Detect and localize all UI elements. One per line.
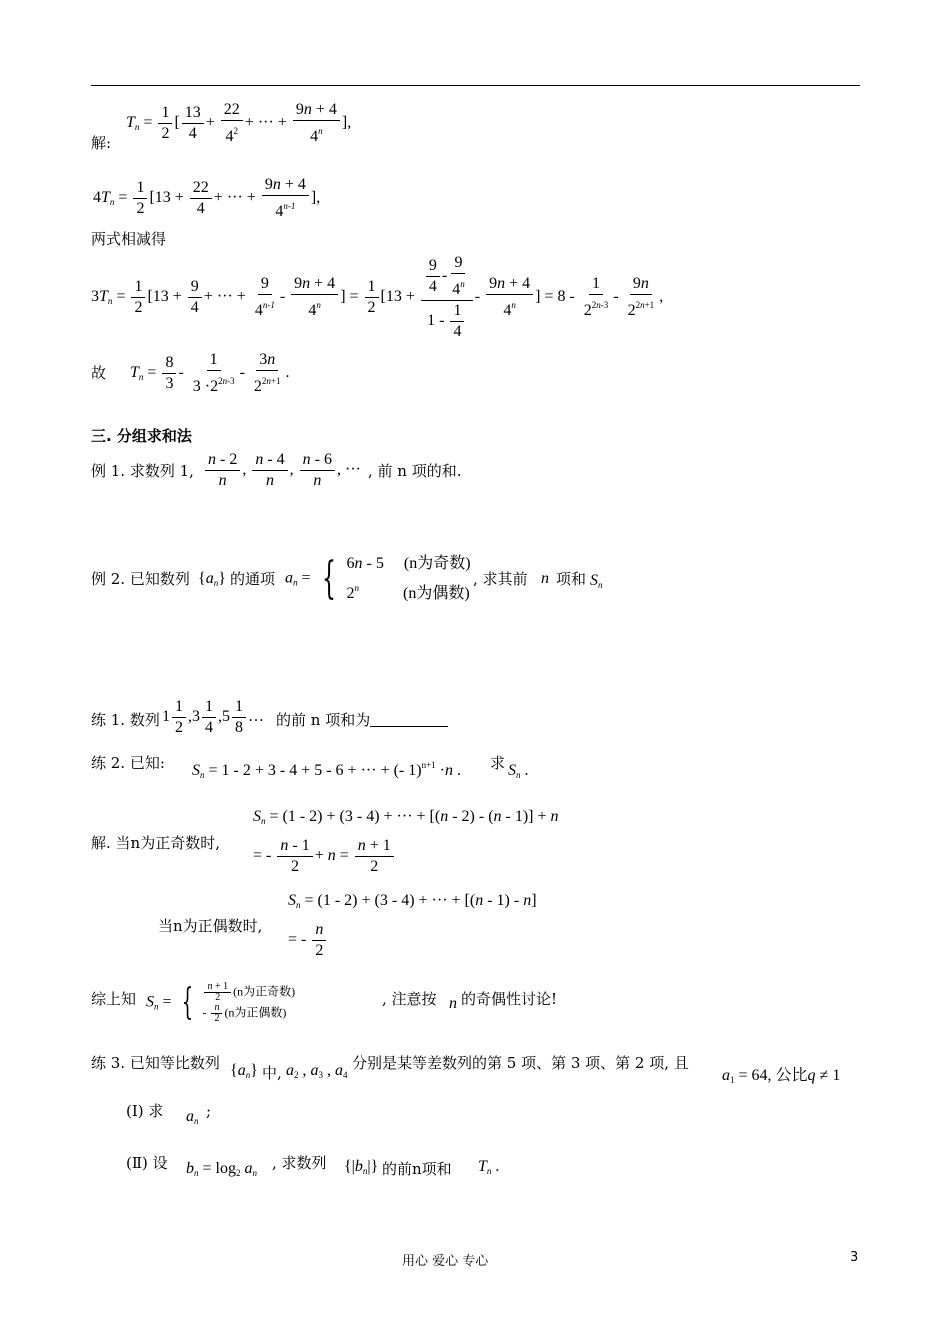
answer-blank[interactable] bbox=[370, 712, 448, 727]
summary-odd: (n为正奇数) bbox=[233, 984, 296, 999]
case-odd: (n为奇数) bbox=[403, 555, 471, 572]
summary-n: n bbox=[449, 995, 457, 1012]
part-2-label: (Ⅱ) 设 bbox=[126, 1154, 168, 1172]
example-2-seq: $\{a_n\}$ bbox=[198, 570, 226, 588]
example-2-cases: $a_n$ = { 6n - 5 (n为奇数) 2$^n$ (n为偶数) bbox=[285, 553, 471, 604]
solution-label: 解: bbox=[91, 134, 112, 152]
formula-3tn: $3T_n$ = $\frac{1}{2}$ [13 + $\frac{9}{4}$ + ··· + $\frac{9}{4^{n-1}}$ - $\frac{9n + 4}{4^n}$ ] = $\frac{1}{2}$ [13 + $\frac{9}{4}$ - $\frac{9}{4^n}$ 1 - $\frac{1}{4}$ - $\frac{9n + 4}{4^n}$ ] = 8 - $\frac{1}{2^{2n-3}}$ - $\frac{9n}{2^{2n+1}}$ , bbox=[91, 254, 664, 340]
formula-result: $T_n$ = $\frac{8}{3}$ - $\frac{1}{3 \cdot 2^{2n-3}}$ - $\frac{3n}{2^{2n+1}}$ . bbox=[130, 351, 290, 395]
example-1-tail: , 前 n 项的和. bbox=[368, 462, 462, 480]
part-1-semicolon: ; bbox=[206, 1102, 212, 1120]
part-2-tn: $T_n$ . bbox=[478, 1158, 500, 1176]
part-1-an: $a_n$ bbox=[186, 1108, 199, 1126]
summary-tail: , 注意按 bbox=[382, 990, 437, 1008]
practice-1-formula: 1 $\frac{1}{2}$ ,3 $\frac{1}{4}$ ,5 $\frac{1}{8}$ … bbox=[162, 698, 264, 736]
summary-tail2: 的奇偶性讨论! bbox=[461, 990, 558, 1008]
example-2-n: n bbox=[541, 570, 549, 587]
page-number: 3 bbox=[850, 1250, 859, 1265]
practice-2-sn: $S_n$ . bbox=[508, 762, 529, 780]
part-2-tail: 的前n项和 bbox=[382, 1160, 452, 1178]
practice-3-label: 练 3. 已知等比数列 bbox=[91, 1054, 220, 1072]
practice-3-cond: $a_1 = 64$, 公比q ≠ 1 bbox=[722, 1067, 841, 1085]
solution-even-label: 当n为正偶数时, bbox=[158, 917, 263, 935]
therefore-label: 故 bbox=[91, 364, 107, 382]
formula-4tn: $4T_n$ = $\frac{1}{2}$ [13 + $\frac{22}{4}$ + ··· + $\frac{9n + 4}{4^{n-1}}$ ], bbox=[93, 176, 321, 220]
footer-slogan: 用心 爱心 专心 bbox=[402, 1254, 489, 1269]
solution-odd-line2: = - $\frac{n - 1}{2}$ + n = $\frac{n + 1}{2}$ bbox=[253, 836, 396, 877]
example-2-sn: $S_n$ bbox=[590, 572, 603, 590]
part-2-mid: , 求数列 bbox=[272, 1154, 327, 1172]
part-1-label: (Ⅰ) 求 bbox=[126, 1102, 164, 1120]
section-heading: 三. 分组求和法 bbox=[91, 427, 192, 445]
summary-cases: $S_n$ = { $\frac{n + 1}{2}$ (n为正奇数) - $\frac{n}{2}$ (n为正偶数) bbox=[146, 981, 296, 1024]
solution-odd-label: 解. 当n为正奇数时, bbox=[91, 834, 220, 852]
practice-3-mid: 中, bbox=[262, 1064, 282, 1082]
part-2-seq: $\{|b_n|\}$ bbox=[344, 1158, 379, 1176]
practice-3-terms: $a_2$ , $a_3$ , $a_4$ bbox=[286, 1062, 348, 1080]
practice-2-label: 练 2. 已知: bbox=[91, 754, 165, 772]
subtract-label: 两式相减得 bbox=[91, 230, 167, 248]
practice-2-formula: $S_n = 1 - 2 + 3 - 4 + 5 - 6$ + ··· + (- 1)$^{n+1}$ ·n . bbox=[192, 760, 461, 780]
case-even: (n为偶数) bbox=[403, 585, 470, 602]
practice-2-ask: 求 bbox=[490, 754, 506, 772]
practice-3-seq: $\{a_n\}$ bbox=[230, 1062, 258, 1080]
example-2-tail: , 求其前 bbox=[473, 570, 528, 588]
example-1-label: 例 1. 求数列 1, bbox=[91, 462, 194, 480]
practice-1-tail-text: 的前 n 项和为 bbox=[276, 711, 371, 729]
header-rule bbox=[91, 85, 860, 86]
solution-odd-line1: $S_n = (1 - 2) + (3 - 4)$ + ··· + [(n - 2) - (n - 1)] + n bbox=[253, 808, 559, 826]
practice-1-label: 练 1. 数列 bbox=[91, 711, 160, 729]
example-2-mid: 的通项 bbox=[230, 570, 276, 588]
summary-even: (n为正偶数) bbox=[224, 1005, 287, 1020]
part-2-bn: $b_n = \log_2 a_n$ bbox=[186, 1160, 257, 1178]
practice-3-ne: ≠ 1 bbox=[819, 1067, 841, 1084]
example-2-tail2: 项和 bbox=[556, 570, 587, 588]
example-1-formula: $\frac{n - 2}{n}$ , $\frac{n - 4}{n}$ , $\frac{n - 6}{n}$ , ··· bbox=[203, 450, 361, 491]
summary-label: 综上知 bbox=[91, 990, 137, 1008]
practice-3-cond-text: = 64, 公比 bbox=[738, 1067, 808, 1084]
formula-tn: $T_n$ = $\frac{1}{2}$ [ $\frac{13}{4}$ + $\frac{22}{4^2}$ + ··· + $\frac{9n + 4}{4^n}$ ], bbox=[126, 101, 352, 145]
solution-even-line2: = - $\frac{n}{2}$ bbox=[288, 920, 328, 961]
example-2-label: 例 2. 已知数列 bbox=[91, 570, 190, 588]
practice-3-desc: 分别是某等差数列的第 5 项、第 3 项、第 2 项, 且 bbox=[352, 1054, 689, 1072]
solution-even-line1: $S_n = (1 - 2) + (3 - 4)$ + ··· + [(n - 1) - n] bbox=[288, 892, 537, 910]
practice-1-tail bbox=[276, 709, 448, 730]
